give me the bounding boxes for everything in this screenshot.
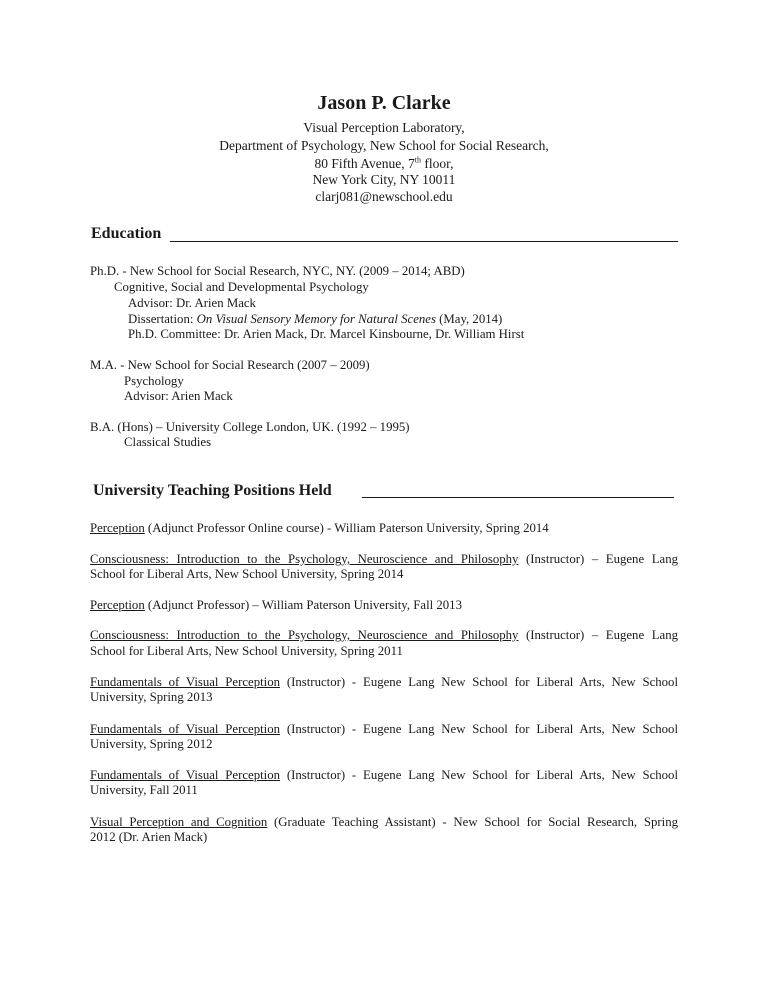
street-address: 80 Fifth Avenue, 7th floor, [314, 155, 454, 171]
phd-committee: Ph.D. Committee: Dr. Arien Mack, Dr. Marcel Kinsbourne, Dr. William Hirst [128, 327, 525, 341]
phd-advisor: Advisor: Dr. Arien Mack [128, 296, 256, 310]
dissertation-title: On Visual Sensory Memory for Natural Scenes [196, 312, 436, 326]
course-title: Consciousness: Introduction to the Psychology, Neuroscience and Philosophy [90, 628, 519, 642]
education-rule [170, 227, 678, 242]
course-title: Fundamentals of Visual Perception [90, 768, 281, 782]
teaching-item: Perception (Adjunct Professor Online course) - William Paterson University, Spring 2014 [90, 521, 549, 535]
teaching-item-cont: School for Liberal Arts, New School University, Spring 2014 [90, 567, 404, 581]
teaching-rule [362, 483, 674, 498]
teaching-item-cont: University, Spring 2013 [90, 690, 213, 704]
department: Department of Psychology, New School for Social Research, [219, 138, 549, 153]
phd-line: Ph.D. - New School for Social Research, NYC, NY. (2009 – 2014; ABD) [90, 264, 465, 278]
ma-line: M.A. - New School for Social Research (2007 – 2009) [90, 358, 370, 372]
course-title: Consciousness: Introduction to the Psychology, Neuroscience and Philosophy [90, 552, 519, 566]
email: clarj081@newschool.edu [315, 189, 453, 204]
teaching-item-cont: School for Liberal Arts, New School University, Spring 2011 [90, 644, 403, 658]
teaching-item: Fundamentals of Visual Perception (Instructor) - Eugene Lang New School for Liberal Arts, New School [90, 722, 678, 736]
ba-field: Classical Studies [124, 435, 212, 449]
course-title: Fundamentals of Visual Perception [90, 722, 281, 736]
teaching-item-cont: University, Fall 2011 [90, 783, 198, 797]
city-address: New York City, NY 10011 [312, 172, 456, 187]
cv-name: Jason P. Clarke [317, 92, 451, 114]
ma-advisor: Advisor: Arien Mack [124, 389, 233, 403]
ba-line: B.A. (Hons) – University College London, UK. (1992 – 1995) [90, 420, 410, 434]
lab-name: Visual Perception Laboratory, [303, 120, 465, 135]
teaching-item-cont: 2012 (Dr. Arien Mack) [90, 830, 208, 844]
teaching-heading: University Teaching Positions Held [93, 482, 332, 499]
course-title: Visual Perception and Cognition [90, 815, 268, 829]
teaching-item: Fundamentals of Visual Perception (Instructor) - Eugene Lang New School for Liberal Arts, New School [90, 768, 678, 782]
teaching-item: Visual Perception and Cognition (Graduate Teaching Assistant) - New School for Social Research, Spring [90, 815, 679, 829]
course-title: Perception [90, 521, 145, 535]
course-title: Perception [90, 598, 145, 612]
teaching-item-cont: University, Spring 2012 [90, 737, 213, 751]
course-title: Fundamentals of Visual Perception [90, 675, 281, 689]
teaching-item: Perception (Adjunct Professor) – William Paterson University, Fall 2013 [90, 598, 462, 612]
education-heading: Education [91, 225, 162, 242]
teaching-item: Consciousness: Introduction to the Psychology, Neuroscience and Philosophy (Instructor) – Eugene Lang [90, 628, 678, 642]
ma-field: Psychology [124, 374, 184, 388]
phd-field: Cognitive, Social and Developmental Psychology [114, 280, 369, 294]
phd-dissertation: Dissertation: On Visual Sensory Memory for Natural Scenes (May, 2014) [128, 312, 503, 326]
teaching-item: Consciousness: Introduction to the Psychology, Neuroscience and Philosophy (Instructor) – Eugene Lang [90, 552, 678, 566]
teaching-item: Fundamentals of Visual Perception (Instructor) - Eugene Lang New School for Liberal Arts, New School [90, 675, 678, 689]
